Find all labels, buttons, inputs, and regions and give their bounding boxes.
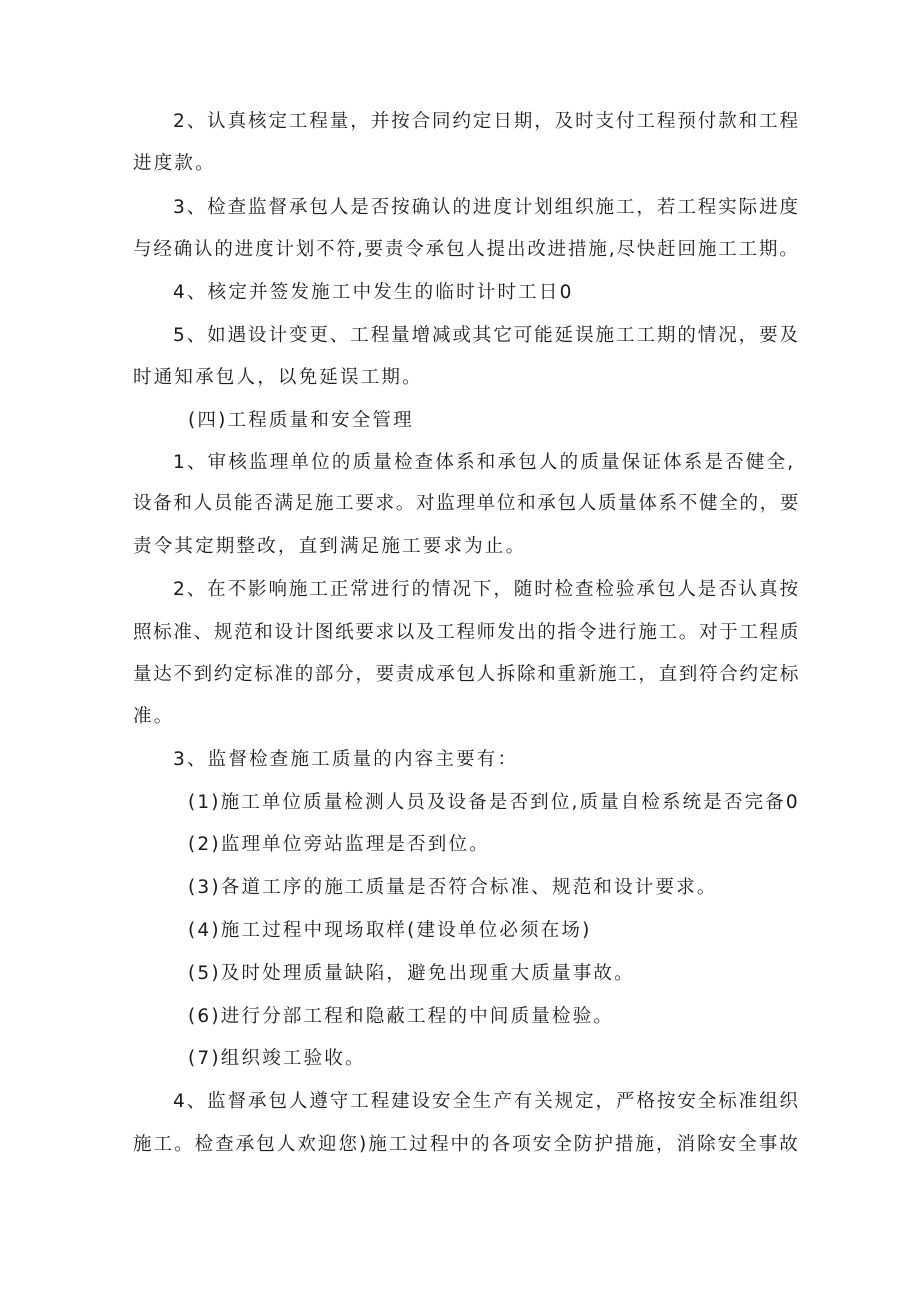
- list-item: (3)各道工序的施工质量是否符合标准、规范和设计要求。: [188, 877, 718, 898]
- paragraph-line: 责令其定期整改，直到满足施工要求为止。: [133, 536, 527, 557]
- paragraph-line: 设备和人员能否满足施工要求。对监理单位和承包人质量体系不健全的，要: [133, 493, 801, 514]
- paragraph-line: 2、认真核定工程量，并按合同约定日期，及时支付工程预付款和工程: [173, 111, 800, 132]
- paragraph-line: 量达不到约定标准的部分，要责成承包人拆除和重新施工，直到符合约定标: [133, 664, 801, 685]
- paragraph-line: 3、监督检查施工质量的内容主要有：: [173, 749, 519, 770]
- paragraph-line: 2、在不影响施工正常进行的情况下，随时检查检验承包人是否认真按: [173, 579, 800, 600]
- list-item: (7)组织竣工验收。: [188, 1048, 366, 1069]
- paragraph-line: 1、审核监理单位的质量检查体系和承包人的质量保证体系是否健全,: [173, 452, 796, 473]
- paragraph-line: 5、如遇设计变更、工程量增减或其它可能延误施工工期的情况，要及: [173, 325, 800, 346]
- paragraph-line: 3、检查监督承包人是否按确认的进度计划组织施工，若工程实际进度: [173, 197, 800, 218]
- list-item: (4)施工过程中现场取样(建设单位必须在场): [188, 920, 592, 941]
- paragraph-line: 进度款。: [133, 153, 216, 174]
- paragraph-line: 照标准、规范和设计图纸要求以及工程师发出的指令进行施工。对于工程质: [133, 622, 801, 643]
- section-heading: (四)工程质量和安全管理: [188, 410, 414, 431]
- paragraph-line: 4、监督承包人遵守工程建设安全生产有关规定，严格按安全标准组织: [173, 1091, 800, 1112]
- paragraph-line: 准。: [133, 706, 175, 727]
- paragraph-line: 与经确认的进度计划不符,要责令承包人提出改进措施,尽快赶回施工工期。: [133, 239, 800, 260]
- list-item: (5)及时处理质量缺陷，避免出现重大质量事故。: [188, 963, 635, 984]
- list-item: (1)施工单位质量检测人员及设备是否到位,质量自检系统是否完备0: [188, 792, 800, 813]
- paragraph-line: 施工。检查承包人欢迎您)施工过程中的各项安全防护措施，消除安全事故: [133, 1134, 800, 1155]
- list-item: (6)进行分部工程和隐蔽工程的中间质量检验。: [188, 1006, 615, 1027]
- paragraph-line: 4、核定并签发施工中发生的临时计时工日0: [173, 282, 574, 303]
- paragraph-line: 时通知承包人，以免延误工期。: [133, 367, 423, 388]
- list-item: (2)监理单位旁站监理是否到位。: [188, 834, 490, 855]
